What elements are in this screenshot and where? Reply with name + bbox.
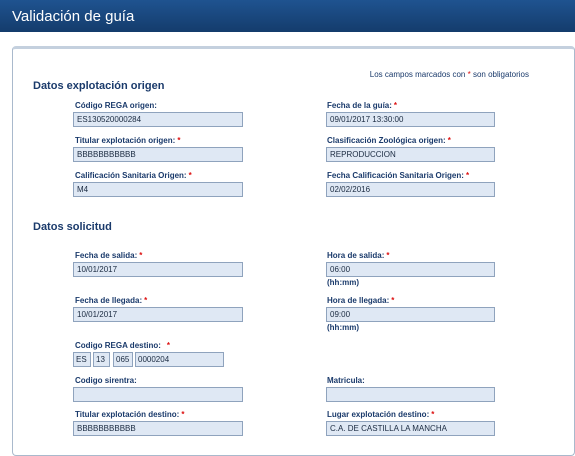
fecha-calificacion-input[interactable] <box>326 182 495 197</box>
label-codigo-sirentra: Codigo sirentra: <box>75 376 137 385</box>
matricula-input[interactable] <box>326 387 495 402</box>
hora-salida-format-hint: (hh:mm) <box>327 278 359 287</box>
required-star-icon: * <box>467 70 471 79</box>
label-fecha-guia: Fecha de la guía: * <box>327 101 398 110</box>
required-star-icon: * <box>391 296 395 305</box>
fecha-salida-input[interactable] <box>73 262 243 277</box>
fecha-llegada-input[interactable] <box>73 307 243 322</box>
required-star-icon: * <box>465 171 470 180</box>
rega-destino-number-input[interactable] <box>135 352 224 367</box>
lugar-destino-input[interactable] <box>326 421 495 436</box>
section-title-solicitud: Datos solicitud <box>33 221 112 233</box>
label-titular-origen: Titular explotación origen: * <box>75 136 181 145</box>
required-note-text: Los campos marcados con <box>369 70 468 79</box>
rega-destino-province-input[interactable] <box>93 352 110 367</box>
label-codigo-rega-origen: Código REGA origen: <box>75 101 157 110</box>
label-hora-salida: Hora de salida: * <box>327 251 390 260</box>
required-star-icon: * <box>386 251 390 260</box>
label-fecha-salida: Fecha de salida: * <box>75 251 143 260</box>
required-star-icon: * <box>139 251 143 260</box>
required-star-icon: * <box>188 171 192 180</box>
section-title-origen: Datos explotación origen <box>33 80 165 92</box>
required-note-text-end: son obligatorios <box>470 70 529 79</box>
required-star-icon: * <box>181 410 185 419</box>
titular-origen-input[interactable] <box>73 147 243 162</box>
label-codigo-rega-destino: Codigo REGA destino: * <box>75 341 171 350</box>
hora-salida-input[interactable] <box>326 262 495 277</box>
hora-llegada-input[interactable] <box>326 307 495 322</box>
required-star-icon: * <box>431 410 435 419</box>
window-title: Validación de guía <box>0 0 575 32</box>
label-titular-destino: Titular explotación destino: * <box>75 410 185 419</box>
label-calificacion-sanitaria: Calificación Sanitaria Origen: * <box>75 171 192 180</box>
clasificacion-zoologica-input[interactable] <box>326 147 495 162</box>
codigo-sirentra-input[interactable] <box>73 387 243 402</box>
required-star-icon: * <box>393 101 398 110</box>
required-star-icon: * <box>177 136 181 145</box>
label-fecha-calificacion: Fecha Calificación Sanitaria Origen: * <box>327 171 470 180</box>
rega-destino-country-input[interactable] <box>73 352 91 367</box>
required-fields-note <box>370 70 529 79</box>
codigo-rega-origen-input[interactable] <box>73 112 243 127</box>
label-lugar-destino: Lugar explotación destino: * <box>327 410 435 419</box>
label-matricula: Matricula: <box>327 376 365 385</box>
calificacion-sanitaria-input[interactable] <box>73 182 243 197</box>
titular-destino-input[interactable] <box>73 421 243 436</box>
label-fecha-llegada: Fecha de llegada: * <box>75 296 148 305</box>
required-star-icon: * <box>144 296 148 305</box>
fecha-guia-input[interactable] <box>326 112 495 127</box>
label-clasificacion-zoologica: Clasificación Zoológica origen: * <box>327 136 451 145</box>
hora-llegada-format-hint: (hh:mm) <box>327 323 359 332</box>
required-star-icon: * <box>447 136 451 145</box>
label-hora-llegada: Hora de llegada: * <box>327 296 395 305</box>
required-star-icon: * <box>166 341 171 350</box>
rega-destino-municipality-input[interactable] <box>113 352 133 367</box>
